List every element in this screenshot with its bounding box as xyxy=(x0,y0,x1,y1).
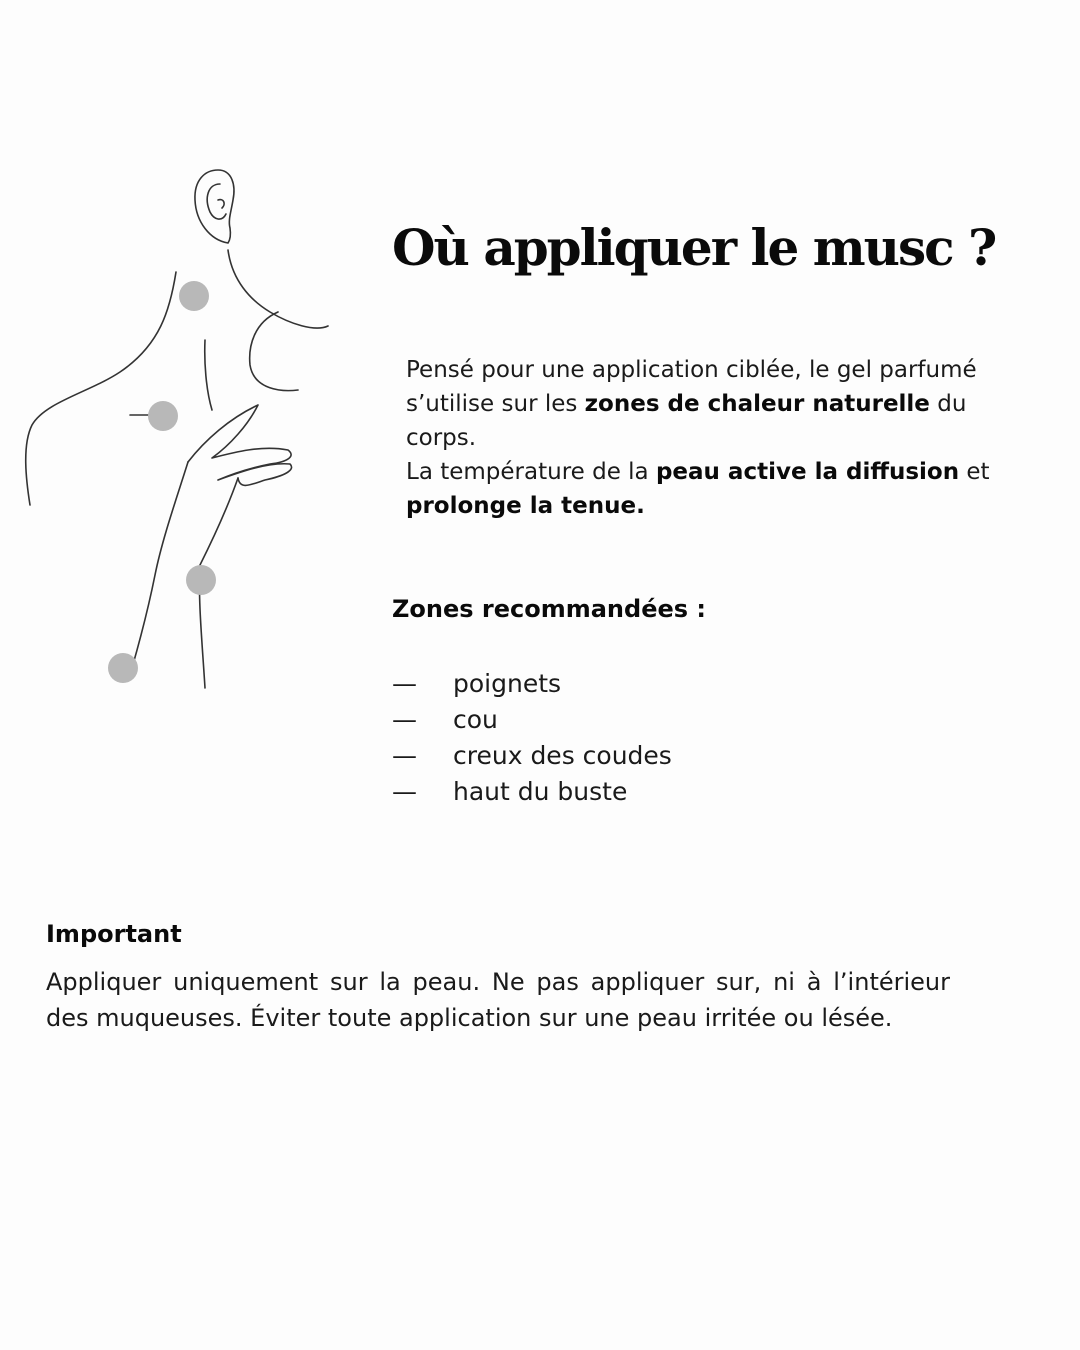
list-dash: — xyxy=(392,741,417,770)
intro-emphasis: peau active la diffusion xyxy=(655,459,960,485)
ear-outline xyxy=(195,170,234,243)
zone-marker-chest xyxy=(148,401,178,431)
list-item xyxy=(392,738,672,774)
intro-paragraph-1: Pensé pour une application ciblée, le gel parfumé s’utilise sur les zones de chaleur naturelle du corps. xyxy=(406,357,977,451)
collarbone-line xyxy=(250,312,298,391)
list-item xyxy=(392,702,672,738)
list-item xyxy=(392,666,672,702)
intro-text xyxy=(406,353,1006,523)
zones-heading: Zones recommandées : xyxy=(392,595,706,623)
intro-emphasis: prolonge la tenue. xyxy=(406,493,645,519)
hand-outline xyxy=(188,405,292,485)
zone-list xyxy=(392,666,672,810)
list-dash: — xyxy=(392,705,417,734)
neck-line xyxy=(228,250,328,328)
important-heading: Important xyxy=(46,920,182,948)
zone-label: poignets xyxy=(453,669,562,698)
shoulder-line xyxy=(26,272,176,505)
zone-marker-neck xyxy=(179,281,209,311)
body-line-illustration xyxy=(0,150,360,710)
zone-label: creux des coudes xyxy=(453,741,672,770)
zone-label: haut du buste xyxy=(453,777,628,806)
list-dash: — xyxy=(392,669,417,698)
arm-line xyxy=(132,462,188,668)
zone-marker-wrist xyxy=(108,653,138,683)
intro-paragraph-2: La température de la peau active la diffusion et prolonge la tenue. xyxy=(406,459,990,519)
list-item xyxy=(392,774,672,810)
list-dash: — xyxy=(392,777,417,806)
zone-marker-elbow xyxy=(186,565,216,595)
page-title: Où appliquer le musc ? xyxy=(392,218,996,277)
important-text: Appliquer uniquement sur la peau. Ne pas appliquer sur, ni à l’intérieur des muqueuses. Éviter toute application sur une peau irritée ou lésée. xyxy=(46,968,950,1032)
intro-emphasis: zones de chaleur naturelle xyxy=(584,391,930,417)
zone-label: cou xyxy=(453,705,498,734)
